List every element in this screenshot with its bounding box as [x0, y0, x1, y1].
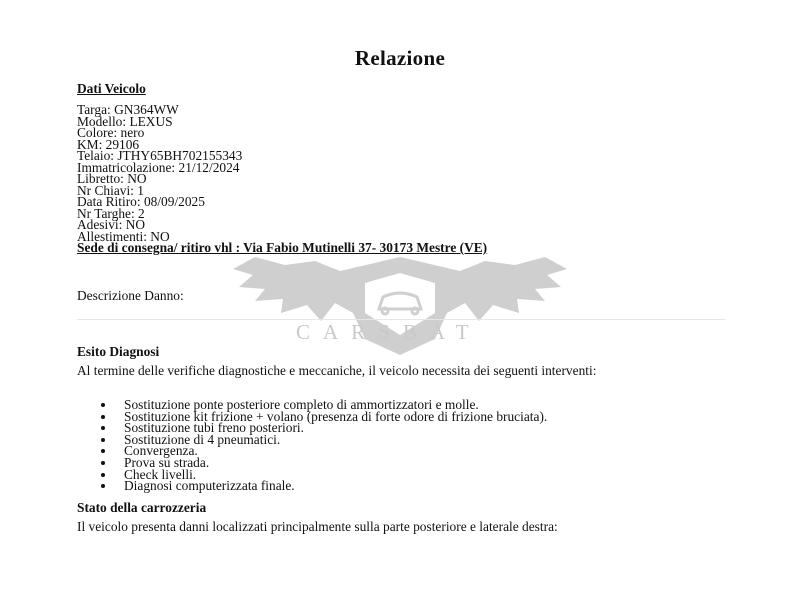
interventions-list — [77, 399, 547, 492]
bullet-icon — [101, 484, 105, 488]
damage-description-label: Descrizione Danno: — [77, 288, 184, 303]
field-model: Modello: LEXUS — [77, 113, 173, 129]
delivery-location: Sede di consegna/ ritiro vhl : Via Fabio Mutinelli 37- 30173 Mestre (VE) — [77, 240, 488, 255]
intervention-text: Sostituzione ponte posteriore completo di ammortizzatori e molle. — [124, 397, 479, 412]
carsbat-logo-watermark — [225, 243, 575, 363]
field-keys: Nr Chiavi: 1 — [77, 182, 144, 198]
field-plates-count: Nr Targhe: 2 — [77, 205, 145, 221]
watermark-text: CARSBAT — [296, 320, 482, 344]
field-km: KM: 29106 — [77, 136, 140, 152]
intervention-text: Sostituzione tubi freno posteriori. — [124, 420, 305, 436]
field-registration: Immatricolazione: 21/12/2024 — [77, 159, 240, 175]
field-plate: Targa: GN364WW — [77, 102, 179, 117]
field-fittings: Allestimenti: NO — [77, 228, 170, 244]
diagnosis-heading: Esito Diagnosi — [77, 344, 160, 359]
intervention-text: Diagnosi computerizzata finale. — [124, 478, 295, 494]
bullet-icon — [101, 403, 105, 407]
bullet-icon — [101, 415, 105, 419]
field-chassis: Telaio: JTHY65BH702155343 — [77, 148, 243, 163]
bodywork-heading: Stato della carrozzeria — [77, 500, 207, 515]
document-title: Relazione — [354, 46, 446, 70]
intervention-text: Sostituzione di 4 pneumatici. — [124, 431, 281, 447]
intervention-text: Check livelli. — [124, 466, 197, 482]
bullet-icon — [101, 461, 105, 465]
field-stickers: Adesivi: NO — [77, 217, 146, 232]
bullet-icon — [101, 473, 105, 477]
section-divider — [77, 319, 725, 320]
bullet-icon — [101, 426, 105, 430]
intervention-text: Prova su strada. — [124, 454, 210, 470]
bullet-icon — [101, 449, 105, 453]
bodywork-text: Il veicolo presenta danni localizzati principalmente sulla parte posteriore e laterale destra: — [77, 519, 558, 534]
diagnosis-intro: Al termine delle verifiche diagnostiche e meccaniche, il veicolo necessita dei seguenti interventi: — [77, 363, 597, 378]
vehicle-fields-list — [77, 104, 242, 242]
intervention-text: Sostituzione kit frizione + volano (presenza di forte odore di frizione bruciata). — [124, 408, 548, 424]
list-item — [77, 480, 547, 492]
field-pickup-date: Data Ritiro: 08/09/2025 — [77, 194, 205, 209]
intervention-text: Convergenza. — [124, 443, 198, 459]
field-logbook: Libretto: NO — [77, 171, 147, 186]
field-color: Colore: nero — [77, 125, 145, 140]
vehicle-data-heading: Dati Veicolo — [77, 81, 146, 96]
bullet-icon — [101, 438, 105, 442]
